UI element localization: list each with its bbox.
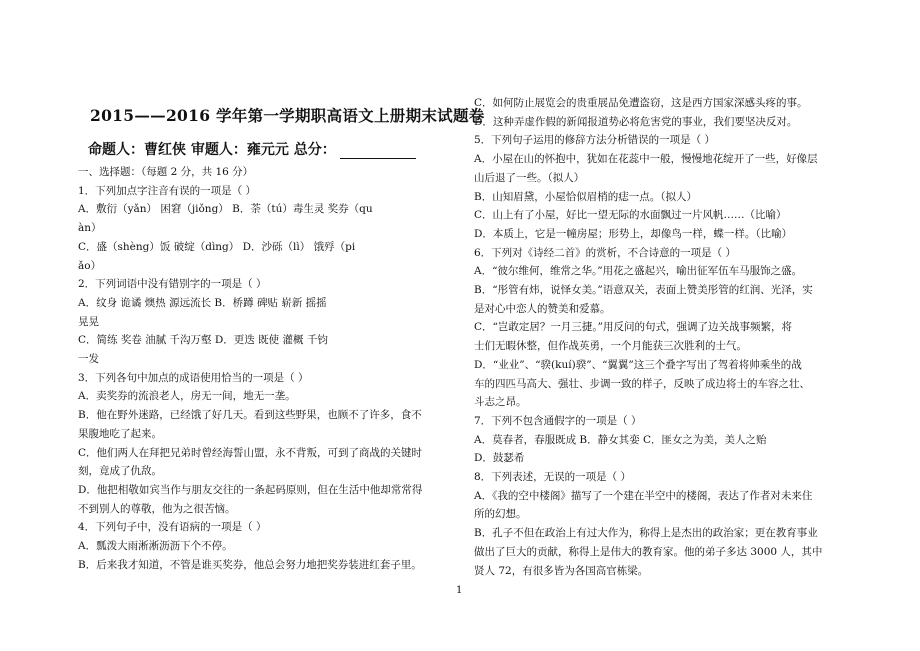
text-line: 8．下列表述，无误的一项是（ ） (474, 471, 632, 483)
text-line: D．“业业”、“骙(kuí)骙”、“翼翼”这三个叠字写出了驾着将帅乘坐的战 (474, 358, 802, 371)
text-line: 是对心中恋人的赞美和爱慕。 (474, 302, 611, 315)
text-line: C．“岂敢定居？一月三捷。”用反问的句式，强调了边关战事频繁，将 (474, 321, 793, 334)
exam-title: 2015——2016 学年第一学期职高语文上册期末试题卷 (90, 106, 485, 125)
text-line: ǎo） (78, 259, 102, 272)
text-line: D．本质上，它是一幢房屋；形势上，却像鸟一样，蝶一样。（比喻） (474, 227, 793, 240)
text-line: A．敷衍（yǎn） 困窘（jiǒng） B．荼（tú）毒生灵 奖券（qu (78, 203, 373, 216)
text-line: 士们无暇休整，但作战英勇，一个月能获三次胜利的士气。 (474, 340, 747, 353)
text-line: 5．下列句子运用的修辞方法分析错误的一项是（ ） (474, 134, 716, 147)
text-line: 做出了巨大的贡献，称得上是伟大的教育家。他的弟子多达 3000 人，其中 (474, 545, 823, 558)
text-line: B．山知眉黛，小屋恰似眉梢的痣一点。（拟人） (474, 190, 697, 203)
text-line: D．他把相敬如宾当作与朋友交往的一条起码原则，但在生活中他却常常得 (78, 483, 423, 496)
text-line: àn） (78, 222, 102, 235)
text-line: A．莫春者，春服既成 B．静女其娈 C．匪女之为美，美人之贻 (474, 433, 767, 446)
text-line: D．鼓瑟希 (474, 452, 525, 465)
text-line: 斗志之昂。 (474, 396, 527, 409)
text-line: A．“彼尔维何，维常之华。”用花之盛起兴，喻出征军伍车马服饰之盛。 (474, 265, 803, 278)
text-line: B．“彤管有炜，说怿女美。”语意双关，表面上赞美彤管的红润、光泽，实 (474, 284, 813, 296)
text-line: 贤人 72，有很多皆为各国高官栋梁。 (474, 564, 649, 577)
text-line: A．卖奖券的流浪老人，房无一间，地无一垄。 (78, 390, 296, 403)
text-line: 果腹地吃了起来。 (78, 427, 162, 440)
text-line: 1．下列加点字注音有误的一项是（ ） (78, 184, 257, 197)
text-line: 所的幻想。 (474, 508, 527, 521)
text-line: 一、选择题：（每题 2 分，共 16 分） (78, 166, 254, 178)
text-line: 刻，竟成了仇敌。 (78, 465, 162, 478)
text-line: 车的四匹马高大、强壮、步调一致的样子，反映了成边将士的车容之壮、 (474, 377, 810, 390)
text-line: A．瓢泼大雨淅淅沥沥下个不停。 (78, 540, 233, 552)
text-line: B．孔子不但在政治上有过大作为，称得上是杰出的政治家；更在教育事业 (474, 527, 818, 540)
text-line: 7．下列不包含通假字的一项是（ ） (474, 414, 642, 427)
author-info-text: 命题人：曹红侠 审题人：雍元元 总分： (88, 142, 336, 158)
text-line: D．这种弄虚作假的新闻报道势必将危害党的事业，我们要坚决反对。 (474, 115, 798, 128)
text-line: B．后来我才知道，不管是谁买奖券，他总会努力地把奖券装进红套子里。 (78, 558, 422, 571)
text-line: A．纹身 诡谲 燠热 源远流长 B．桥蹲 碑贴 崭新 摇摇 (78, 296, 327, 309)
text-line: A．小屋在山的怀抱中，犹如在花蕊中一般，慢慢地花绽开了一些，好像层 (474, 153, 818, 166)
text-line: C．山上有了小屋，好比一望无际的水面飘过一片风帆……（比喻） (474, 209, 787, 222)
text-line: 2．下列词语中没有错别字的一项是（ ） (78, 278, 267, 291)
text-line: 晃晃 (78, 315, 99, 328)
score-blank (340, 144, 416, 159)
text-line: C．盛（shèng）饭 破绽（dìng） D．沙砾（lì） 饿殍（pi (78, 240, 356, 253)
author-info (88, 139, 416, 159)
text-line: 一发 (78, 353, 99, 365)
text-line: C．如何防止展览会的贵重展品免遭盗窃，这是西方国家深感头疼的事。 (474, 97, 808, 109)
text-line: C．简练 奖卷 油腻 千沟万壑 D．更迭 既使 灌概 千钧 (78, 334, 328, 347)
page-number: 1 (456, 585, 463, 596)
text-line: 6．下列对《诗经二首》的赏析，不合诗意的一项是（ ） (474, 246, 737, 259)
text-line: B．他在野外迷路，已经饿了好几天。看到这些野果，也顾不了许多，食不 (78, 409, 422, 422)
text-line: 3．下列各句中加点的成语使用恰当的一项是（ ） (78, 371, 309, 384)
text-line: A．《我的空中楼阁》描写了一个建在半空中的楼阁，表达了作者对未来住 (474, 489, 813, 502)
text-line: 4．下列句子中，没有语病的一项是（ ） (78, 521, 267, 534)
text-line: 不到别人的尊敬，他为之很苦恼。 (78, 502, 236, 515)
text-line: 山后退了一些。（拟人） (474, 171, 585, 184)
text-line: C．他们两人在拜把兄弟时曾经海誓山盟，永不背叛，可到了商战的关键时 (78, 446, 423, 459)
